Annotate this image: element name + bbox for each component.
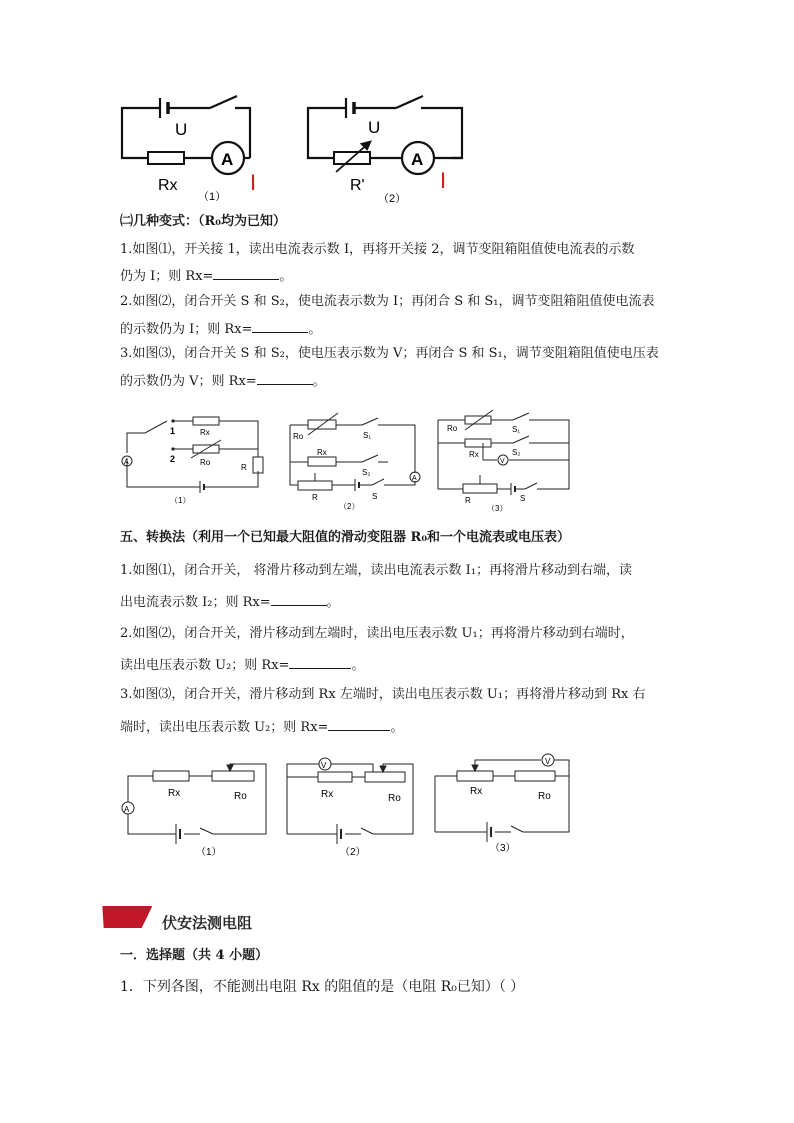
mid-fig3-s: S: [520, 494, 526, 503]
fig1-caption: （1）: [198, 191, 227, 203]
circuit-fig-2: [308, 96, 462, 174]
bottom-fig2-r0: Ro: [388, 793, 401, 804]
bottom-fig3-rx: Rx: [470, 786, 483, 797]
bottom-fig3-caption: （3）: [490, 843, 516, 854]
fig1-current-label: I: [250, 170, 257, 195]
five-q1-line1: 1.如图⑴，闭合开关， 将滑片移动到左端，读出电流表示数 I₁；再将滑片移动到右端，读: [120, 563, 633, 578]
answer-blank: [257, 372, 313, 385]
choice-heading: 一．选择题（共 4 小题）: [120, 948, 269, 963]
answer-blank: [289, 656, 351, 669]
five-q1-text: 出电流表示数 I₂；则 Rx=: [120, 595, 271, 610]
five-q3-text: 端时，读出电压表示数 U₂；则 Rx=: [120, 720, 329, 735]
bottom-fig1-caption: （1）: [196, 847, 222, 858]
mid-fig3-r: R: [465, 496, 471, 505]
bottom-fig3-r0: Ro: [538, 791, 551, 802]
variant-q2-end: 。: [308, 322, 322, 337]
fig2-source-label: U: [368, 118, 381, 137]
fig1-meter-label: A: [221, 150, 234, 169]
mid-fig1-caption: （1）: [170, 496, 191, 505]
mid-fig-1: [122, 417, 263, 493]
variant-q3-line1: 3.如图⑶，闭合开关 S 和 S₂，使电压表示数为 V；再闭合 S 和 S₁，调节变阻箱阻值使电压表: [120, 346, 659, 361]
mid-fig3-s1: S₁: [512, 425, 521, 434]
mid-fig3-caption: （3）: [487, 504, 508, 513]
mid-fig2-caption: （2）: [339, 502, 360, 511]
variant-q1-text: 仍为 I；则 Rx=: [120, 269, 214, 284]
five-q2-end: 。: [351, 658, 365, 673]
answer-blank: [328, 718, 390, 731]
bottom-fig2-rx: Rx: [321, 789, 334, 800]
answer-blank: [252, 320, 308, 333]
fig2-caption: （2）: [378, 193, 407, 205]
choice-q1: 1．下列各图，不能测出电阻 Rx 的阻值的是（电阻 R₀已知）（ ）: [120, 979, 525, 995]
mid-circuit-figures: [115, 405, 585, 517]
mid-fig1-r: R: [241, 463, 247, 472]
banner-ribbon: [98, 906, 153, 928]
five-q3-line1: 3.如图⑶，闭合开关，滑片移动到 Rx 左端时，读出电压表示数 U₁；再将滑片移动到 Rx 右: [120, 687, 646, 702]
fig2-current-label: I: [440, 168, 447, 193]
mid-fig1-rx: Rx: [200, 428, 210, 437]
answer-blank: [213, 267, 279, 280]
five-q3-line2: [120, 718, 676, 736]
bottom-fig-1: [122, 764, 266, 844]
mid-fig2-s1: S₁: [363, 431, 372, 440]
five-q2-line1: 2.如图⑵，闭合开关，滑片移动到左端时，读出电压表示数 U₁；再将滑片移动到右端时，: [120, 626, 634, 641]
variant-q2-line2: [120, 320, 676, 338]
variant-q3-end: 。: [312, 374, 326, 389]
fig1-resistor-label: Rx: [158, 177, 178, 194]
mid-fig-3: [438, 410, 569, 495]
bottom-fig2-caption: （2）: [340, 847, 366, 858]
mid-fig1-r0: Ro: [200, 458, 211, 467]
banner-title: 伏安法测电阻: [162, 914, 253, 932]
mid-fig3-r0: Ro: [447, 424, 458, 433]
variant-q3-line2: [120, 372, 676, 390]
bottom-fig1-rx: Rx: [168, 788, 181, 799]
mid-fig3-meter: V: [500, 458, 505, 465]
five-q2-line2: [120, 656, 676, 674]
bottom-circuit-figures: [118, 752, 588, 862]
five-q3-end: 。: [390, 720, 404, 735]
variant-q1-line2: [120, 267, 676, 285]
bottom-fig3-meter: V: [545, 757, 551, 766]
bottom-fig2-meter: V: [321, 761, 327, 770]
variant-q2-text: 的示数仍为 I；则 Rx=: [120, 322, 253, 337]
mid-fig2-r: R: [312, 493, 318, 502]
bottom-fig1-r0: Ro: [234, 791, 247, 802]
mid-fig2-meter: A: [412, 475, 417, 482]
variant-q1-end: 。: [279, 269, 293, 284]
mid-fig1-meter: A: [124, 459, 129, 466]
five-q1-end: 。: [326, 595, 340, 610]
fig2-meter-label: A: [411, 150, 424, 169]
variant-q3-text: 的示数仍为 V；则 Rx=: [120, 374, 257, 389]
variant-q2-line1: 2.如图⑵，闭合开关 S 和 S₂，使电流表示数为 I；再闭合 S 和 S₁，调节变阻箱阻值使电流表: [120, 294, 655, 309]
fig1-source-label: U: [175, 120, 188, 139]
top-circuit-figures: [110, 90, 480, 205]
mid-fig1-sw1: 1: [170, 426, 176, 436]
mid-fig2-r0: Ro: [293, 432, 304, 441]
section-five-heading: 五、转换法（利用一个已知最大阻值的滑动变阻器 R₀和一个电流表或电压表）: [120, 530, 571, 545]
variants-heading: ㈡几种变式：（R₀均为已知）: [120, 214, 286, 229]
mid-fig2-s2: S₂: [362, 468, 371, 477]
answer-blank: [271, 593, 327, 606]
mid-fig3-s2: S₂: [512, 448, 521, 457]
mid-fig2-s: S: [372, 492, 378, 501]
mid-fig2-rx: Rx: [317, 448, 327, 457]
fig2-resistor-label: R': [350, 177, 365, 194]
mid-fig1-sw2: 2: [170, 454, 176, 464]
variant-q1-line1: 1.如图⑴，开关接 1，读出电流表示数 I，再将开关接 2，调节变阻箱阻值使电流表的示数: [120, 242, 635, 257]
five-q1-line2: [120, 593, 676, 611]
mid-fig3-rx: Rx: [469, 450, 479, 459]
five-q2-text: 读出电压表示数 U₂；则 Rx=: [120, 658, 290, 673]
mid-fig-2: [290, 413, 420, 491]
bottom-fig1-meter: A: [124, 805, 130, 814]
